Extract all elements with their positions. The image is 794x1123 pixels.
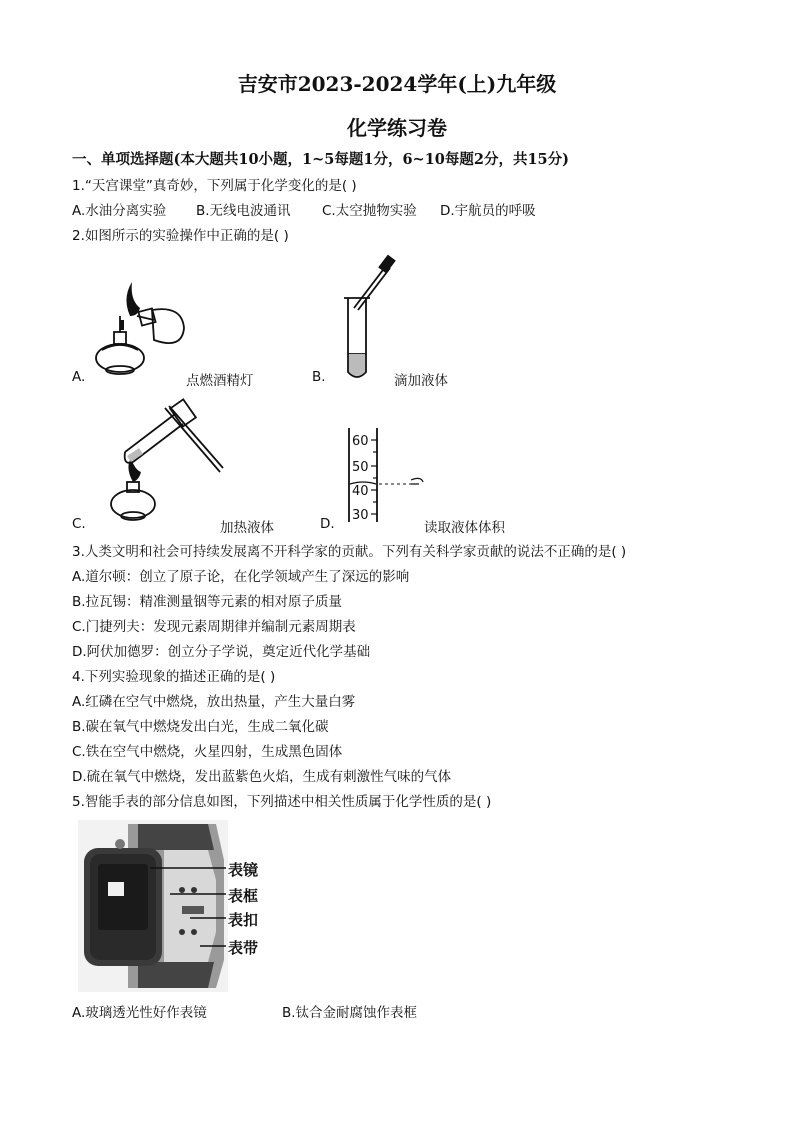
q3-option-c: C.门捷列夫：发现元素周期律并编制元素周期表 [72, 619, 356, 635]
q2-option-d-letter: D. [320, 516, 335, 532]
label-watch-glass: 表镜 [228, 861, 259, 879]
q2-option-b-letter: B. [312, 369, 326, 385]
q1-option-d: D.宇航员的呼吸 [440, 203, 536, 219]
q1-option-c: C.太空抛物实验 [322, 203, 417, 219]
eye-icon [411, 478, 423, 484]
q2-option-c-letter: C. [72, 516, 86, 532]
q1-option-a: A.水油分离实验 [72, 203, 167, 219]
q2-option-a-caption: 点燃酒精灯 [186, 373, 254, 389]
q4-option-b: B.碳在氧气中燃烧发出白光，生成二氧化碳 [72, 719, 329, 735]
q2-option-b-caption: 滴加液体 [394, 373, 448, 389]
q1-stem: 1.“天宫课堂”真奇妙，下列属于化学变化的是( ) [72, 178, 357, 194]
q5-option-b: B.钛合金耐腐蚀作表框 [282, 1005, 418, 1021]
cylinder-tick-50: 50 [352, 460, 369, 475]
callout-lines [150, 860, 230, 960]
q2-stem: 2.如图所示的实验操作中正确的是( ) [72, 228, 289, 244]
q3-stem: 3.人类文明和社会可持续发展离不开科学家的贡献。下列有关科学家贡献的说法不正确的是( ) [72, 544, 627, 560]
q5-stem: 5.智能手表的部分信息如图，下列描述中相关性质属于化学性质的是( ) [72, 794, 492, 810]
section-heading: 一、单项选择题(本大题共10小题，1~5每题1分，6~10每题2分，共15分) [72, 151, 569, 168]
q3-option-b: B.拉瓦锡：精准测量铟等元素的相对原子质量 [72, 594, 343, 610]
cylinder-tick-60: 60 [352, 434, 369, 449]
q2-option-c-caption: 加热液体 [220, 520, 274, 536]
dropper-test-tube-figure [340, 254, 410, 384]
q1-option-b: B.无线电波通讯 [196, 203, 291, 219]
q2-option-d-caption: 读取液体体积 [424, 520, 505, 536]
q5-option-a: A.玻璃透光性好作表镜 [72, 1005, 207, 1021]
alcohol-lamp-lighting-figure [92, 280, 192, 385]
q4-option-d: D.硫在氧气中燃烧，发出蓝紫色火焰，生成有刺激性气味的气体 [72, 769, 452, 785]
page-subtitle: 化学练习卷 [347, 116, 447, 140]
q2-option-a-letter: A. [72, 369, 86, 385]
label-watch-buckle: 表扣 [228, 911, 259, 929]
heating-test-tube-figure [105, 400, 230, 528]
q4-option-a: A.红磷在空气中燃烧，放出热量，产生大量白雾 [72, 694, 356, 710]
label-watch-bezel: 表框 [228, 887, 259, 905]
q4-stem: 4.下列实验现象的描述正确的是( ) [72, 669, 276, 685]
graduated-cylinder-figure [345, 428, 435, 524]
q3-option-d: D.阿伏加德罗：创立分子学说，奠定近代化学基础 [72, 644, 371, 660]
cylinder-tick-40: 40 [352, 484, 369, 499]
q4-option-c: C.铁在空气中燃烧，火星四射，生成黑色固体 [72, 744, 343, 760]
label-watch-strap: 表带 [228, 939, 259, 957]
page-title: 吉安市2023-2024学年(上)九年级 [237, 72, 557, 96]
q3-option-a: A.道尔顿：创立了原子论，在化学领域产生了深远的影响 [72, 569, 410, 585]
cylinder-tick-30: 30 [352, 508, 369, 523]
